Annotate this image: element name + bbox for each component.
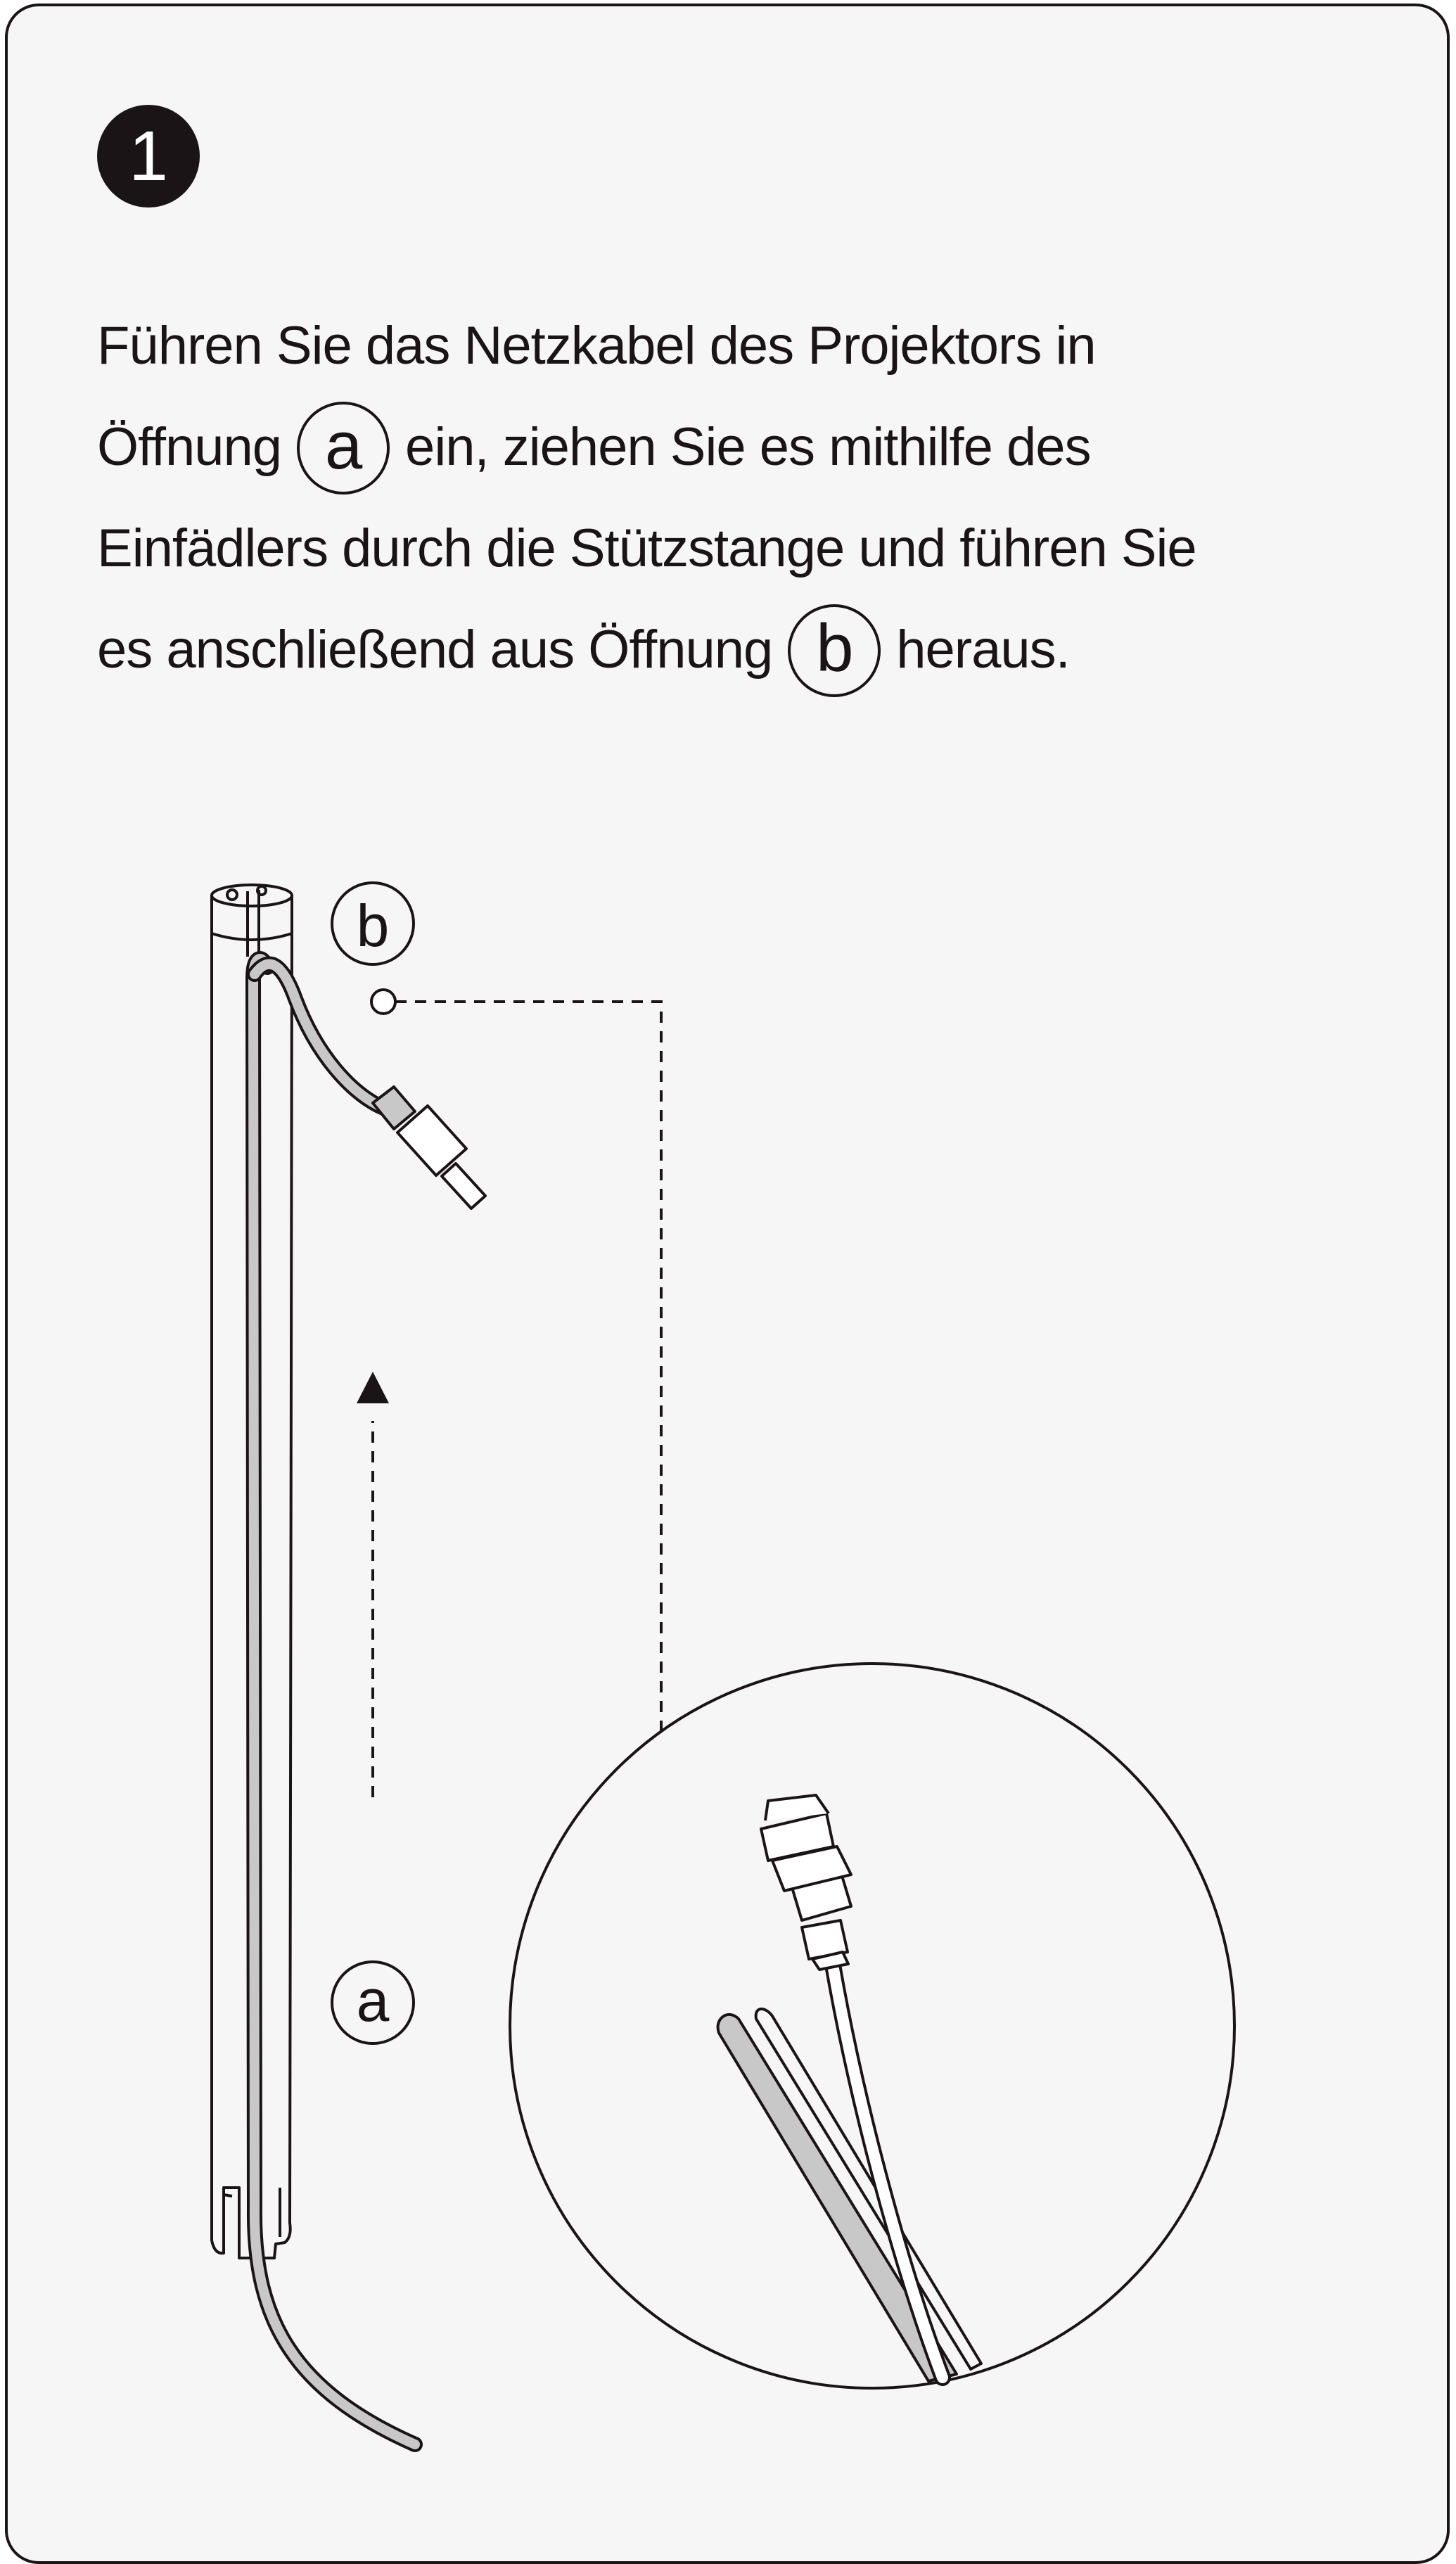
opening-b-callout (332, 883, 661, 1730)
instruction-line-4-start: es anschließend aus Öffnung (97, 620, 773, 680)
opening-b-label: b (356, 893, 390, 959)
instruction-line-4-end: heraus. (896, 620, 1070, 680)
opening-a-label: a (356, 1967, 390, 2034)
power-cable (253, 959, 415, 2444)
instruction-line-1: Führen Sie das Netzkabel des Projektors in (97, 316, 1096, 376)
opening-b-marker: b (788, 604, 881, 697)
opening-a-marker: a (297, 402, 390, 495)
instruction-line-2-end: ein, ziehen Sie es mithilfe des (405, 417, 1091, 477)
opening-a-callout (332, 1962, 414, 2043)
step-number-badge: 1 (97, 105, 200, 208)
upward-arrow (357, 1372, 389, 1797)
instruction-line-3: Einfädlers durch die Stützstange und führen Sie (97, 518, 1196, 578)
instruction-line-2-start: Öffnung (97, 417, 282, 477)
detail-magnifier (510, 1664, 1234, 2388)
cable-connector (373, 1087, 485, 1208)
